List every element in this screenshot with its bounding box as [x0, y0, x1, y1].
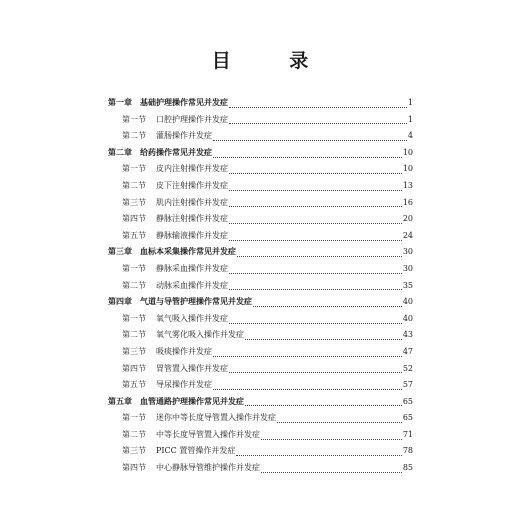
dot-leader — [229, 273, 402, 274]
toc-section-entry — [108, 163, 413, 180]
entry-title: 口腔护理操作并发症 — [156, 114, 228, 124]
toc-chapter-entry — [108, 296, 413, 313]
toc-section-entry — [108, 263, 413, 280]
entry-number: 第一节 — [122, 164, 146, 174]
toc-chapter-entry — [108, 147, 413, 164]
toc-section-entry — [108, 429, 413, 446]
entry-page-number: 1 — [407, 98, 413, 107]
entry-title: 氧气雾化吸入操作并发症 — [156, 330, 244, 340]
table-of-contents — [108, 97, 413, 479]
entry-title: 肌内注射操作并发症 — [156, 197, 228, 207]
entry-title: 血管通路护理操作常见并发症 — [140, 396, 244, 406]
dot-leader — [229, 173, 402, 174]
dot-leader — [237, 256, 402, 257]
entry-page-number: 78 — [402, 446, 413, 456]
dot-leader — [229, 107, 407, 108]
entry-number: 第四节 — [122, 363, 146, 373]
entry-number: 第四节 — [122, 463, 146, 473]
dot-leader — [213, 140, 407, 141]
dot-leader — [229, 240, 402, 241]
dot-leader — [253, 306, 402, 307]
entry-title: 静脉采血操作并发症 — [156, 263, 228, 273]
entry-page-number: 40 — [402, 313, 413, 323]
entry-page-number: 35 — [402, 280, 413, 290]
toc-section-entry — [108, 462, 413, 479]
entry-page-number: 10 — [402, 164, 413, 174]
entry-title: 基础护理操作常见并发症 — [140, 98, 228, 107]
toc-section-entry — [108, 329, 413, 346]
entry-page-number: 13 — [402, 180, 413, 190]
toc-section-entry — [108, 379, 413, 396]
toc-section-entry — [108, 412, 413, 429]
entry-number: 第五节 — [122, 230, 146, 240]
entry-number: 第二节 — [122, 131, 146, 141]
toc-section-entry — [108, 197, 413, 214]
toc-chapter-entry — [108, 396, 413, 413]
entry-page-number: 20 — [402, 214, 413, 224]
dot-leader — [277, 422, 402, 423]
dot-leader — [229, 190, 402, 191]
entry-title: 气道与导管护理操作常见并发症 — [140, 297, 252, 307]
toc-section-entry — [108, 363, 413, 380]
entry-title: 灌肠操作并发症 — [156, 131, 212, 141]
entry-page-number: 85 — [402, 463, 413, 473]
toc-section-entry — [108, 230, 413, 247]
entry-number: 第三节 — [122, 197, 146, 207]
dot-leader — [213, 389, 402, 390]
entry-title: 胃管置入操作并发症 — [156, 363, 228, 373]
entry-title: 皮内注射操作并发症 — [156, 164, 228, 174]
entry-title: 导尿操作并发症 — [156, 380, 212, 390]
entry-title: 给药操作常见并发症 — [140, 147, 212, 157]
entry-page-number: 65 — [402, 396, 413, 406]
dot-leader — [213, 157, 402, 158]
entry-page-number: 65 — [402, 413, 413, 423]
dot-leader — [213, 356, 402, 357]
entry-page-number: 4 — [407, 131, 413, 141]
entry-number: 第三节 — [122, 346, 146, 356]
page-title: 目 录 — [211, 50, 335, 72]
dot-leader — [245, 339, 402, 340]
toc-section-entry — [108, 213, 413, 230]
entry-number: 第一章 — [108, 98, 132, 107]
entry-number: 第五节 — [122, 380, 146, 390]
entry-title: 迷你中等长度导管置入操作并发症 — [156, 413, 276, 423]
toc-section-entry — [108, 280, 413, 297]
entry-page-number: 52 — [402, 363, 413, 373]
entry-number: 第二节 — [122, 180, 146, 190]
dot-leader — [236, 455, 401, 456]
toc-section-entry — [108, 445, 413, 462]
entry-title: 静脉输液操作并发症 — [156, 230, 228, 240]
entry-page-number: 24 — [402, 230, 413, 240]
entry-title: 静脉注射操作并发症 — [156, 214, 228, 224]
entry-page-number: 30 — [402, 247, 413, 257]
dot-leader — [261, 472, 402, 473]
toc-chapter-entry — [108, 246, 413, 263]
toc-section-entry — [108, 346, 413, 363]
entry-page-number: 1 — [407, 114, 413, 124]
entry-page-number: 40 — [402, 297, 413, 307]
dot-leader — [229, 289, 402, 290]
entry-page-number: 47 — [402, 346, 413, 356]
dot-leader — [229, 123, 407, 124]
entry-number: 第三节 — [122, 446, 146, 456]
dot-leader — [229, 323, 402, 324]
entry-page-number: 57 — [402, 380, 413, 390]
entry-number: 第四节 — [122, 214, 146, 224]
entry-number: 第一节 — [122, 263, 146, 273]
entry-number: 第一节 — [122, 114, 146, 124]
entry-page-number: 16 — [402, 197, 413, 207]
toc-chapter-entry — [108, 97, 413, 114]
entry-page-number: 43 — [402, 330, 413, 340]
entry-title: 吸痰操作并发症 — [156, 346, 212, 356]
entry-number: 第一节 — [122, 413, 146, 423]
dot-leader — [229, 372, 402, 373]
entry-number: 第二章 — [108, 147, 132, 157]
entry-title: PICC 置管操作并发症 — [156, 446, 236, 456]
entry-page-number: 71 — [402, 429, 413, 439]
entry-page-number: 10 — [402, 147, 413, 157]
toc-section-entry — [108, 114, 413, 131]
dot-leader — [261, 439, 402, 440]
entry-title: 皮下注射操作并发症 — [156, 180, 228, 190]
entry-number: 第二节 — [122, 280, 146, 290]
entry-number: 第一节 — [122, 313, 146, 323]
entry-page-number: 30 — [402, 263, 413, 273]
entry-number: 第五章 — [108, 396, 132, 406]
toc-section-entry — [108, 130, 413, 147]
entry-number: 第二节 — [122, 429, 146, 439]
dot-leader — [245, 405, 402, 406]
entry-title: 动脉采血操作并发症 — [156, 280, 228, 290]
entry-title: 中等长度导管置入操作并发症 — [156, 429, 260, 439]
dot-leader — [229, 206, 402, 207]
entry-title: 血标本采集操作常见并发症 — [140, 247, 236, 257]
dot-leader — [229, 223, 402, 224]
entry-number: 第四章 — [108, 297, 132, 307]
entry-number: 第二节 — [122, 330, 146, 340]
entry-title: 中心静脉导管维护操作并发症 — [156, 463, 260, 473]
entry-title: 氧气吸入操作并发症 — [156, 313, 228, 323]
toc-section-entry — [108, 180, 413, 197]
entry-number: 第三章 — [108, 247, 132, 257]
toc-section-entry — [108, 313, 413, 330]
